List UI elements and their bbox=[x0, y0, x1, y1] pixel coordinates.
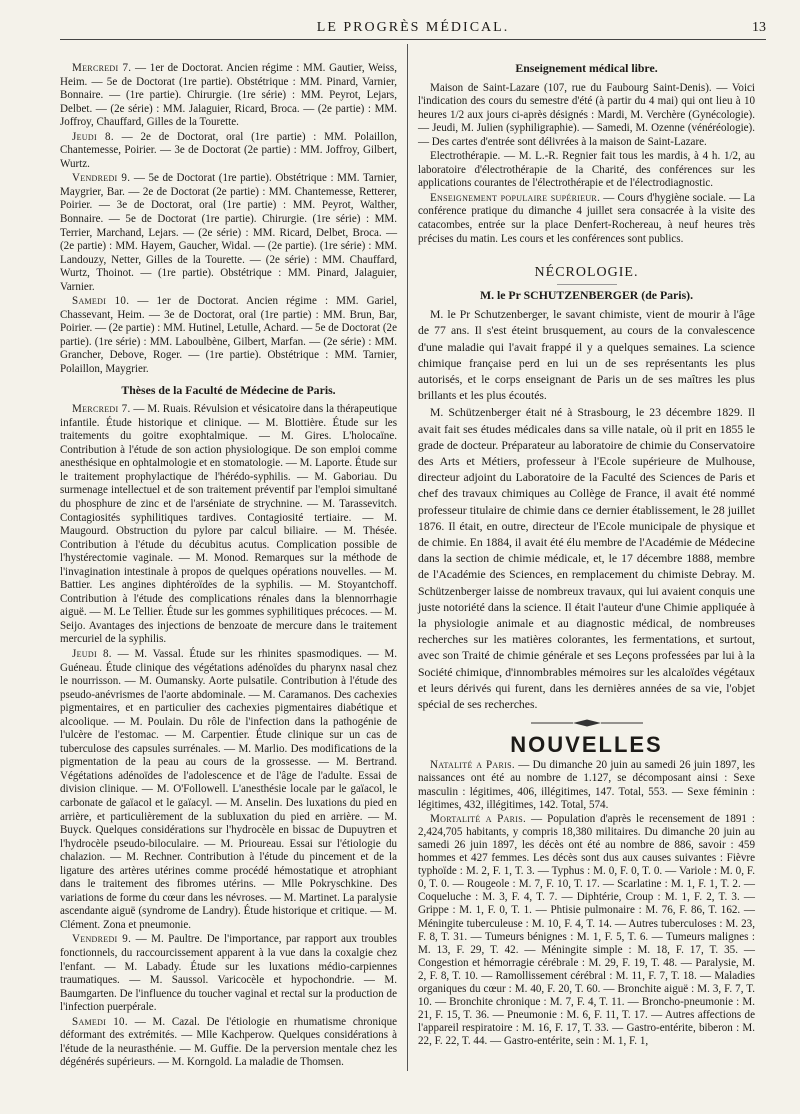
theses-paragraph bbox=[60, 403, 397, 647]
paragraph-text: — M. Paultre. De l'importance, par rapport aux troubles fonctionnels, du raccourcissement apparent à la vue dans la coxalgie chez l'enfant. — M. Labady. Étude sur les luxations médio-carpiennes traumatiques. — M. Saussol. Varicocèle et hypochondrie. — M. Baumgarten. De l'influence du toucher vaginal et rectal sur la production de l'infection puerpérale. bbox=[60, 933, 397, 1014]
theses-paragraph bbox=[60, 1016, 397, 1070]
doctorat-paragraph bbox=[60, 131, 397, 172]
day-lead: Vendredi 9. bbox=[72, 933, 132, 946]
running-head bbox=[60, 14, 766, 40]
doctorat-paragraph bbox=[60, 62, 397, 130]
paragraph-lead: Natalité a Paris. bbox=[430, 759, 515, 772]
ornament-divider bbox=[418, 718, 755, 732]
paragraph-text: — M. Ruais. Révulsion et vésicatoire dans la thérapeutique infantile. Étude historique et clinique. — M. Blottière. Étude sur les traitements du goitre exophtalmique. — M. Gires. L'holocaïne. Contribution à l'étude de son action physiologique. De son emploi comme anesthésique en ophtalmologie et en stomatologie. — M. Laporte. Étude sur le traitement prophylactique de l'hérédo-syphilis. — M. Gaboriau. Du surmenage intellectuel et de son traitement préventif par l'emploi simultané du phosphure de zinc et de l'arséniate de strychnine. — M. Tarassevitch. Contagiosités syphilitiques tardives. Contagiosité tertiaire. — M. Maugourd. Obstruction du pylore par calcul biliaire. — M. Thésée. Contribution à l'étude du décubitus acutus. Complication possible de l'hystérectomie vaginale. — M. Monod. Remarques sur la méthode de l'invagination intestinale à propos de quelques opérations nouvelles. — M. Battier. Les angines diphtéroïdes de la syphilis. — M. Stoyantchoff. Contribution à l'étude des complications rénales dans la blennorrhagie aiguë. — M. Le Tellier. Étude sur les gommes syphilitiques précoces. — M. Seijo. Avantages des injections de benzoate de mercure dans le traitement mercuriel de la syphilis. bbox=[60, 403, 397, 646]
necrologie-paragraph: M. Schützenberger était né à Strasbourg, le 23 décembre 1829. Il avait fait ses études médicales dans sa ville natale, où il prit en 1855 le grade de docteur. Préparateur au laboratoire de chimie du Conservatoire des Arts et Métiers, professeur à l'Ecole supérieure de Mulhouse, directeur adjoint du Laboratoire de la Faculté des Sciences de Paris et chef des travaux chimiques au Collège de France, il avait été nommé professeur titulaire de chimie dans ce dernier établissement, le 28 juillet 1876. Il était, en outre, directeur de l'Ecole municipale de physique et de chimie. En 1884, il avait été élu membre de l'Académie de Médecine dans la section de chimie médicale, et, le 17 décembre 1888, membre de l'Académie des Sciences, en remplacement du chimiste Debray. M. Schützenberger laisse de nombreux travaux, qui lui avaient conquis une juste notoriété dans la science. Il était l'auteur d'une Chimie appliquée à la physiologie animale et au diagnostic médical, de nombreuses recherches sur les matières colorantes, les fermentations, et surtout, avec son Traité de chimie générale et ses Leçons professées par lui à la Société chimique, d'innombrables mémoires sur les alcaloïdes végétaux et leurs dérivés qui furent, dans les dernières années de sa vie, l'objet spécial de ses recherches. bbox=[418, 406, 755, 712]
paragraph-text: — 5e de Doctorat (1re partie). Obstétrique : MM. Tarnier, Maygrier, Bar. — 2e de Doctorat (2e partie) : MM. Chantemesse, Retterer, Poirier. — 3e de Doctorat, oral (1re partie) : MM. Peyrot, Walther, Bonnaire. — 5e de Doctorat (1re partie). Chirurgie. (1re série) : MM. Terrier, Marchand, Lejars. — (2e série) : MM. Ricard, Delbet, Broca. — (2e partie) : MM. Hayem, Gaucher, Widal. — (2e partie). (1re série) : MM. Landouzy, Netter, Gilles de la Tourette. — (2e série) : MM. Chauffard, Wurtz, Thoinot. — (1re partie). Obstétrique : MM. Pinard, Jalaguier, Varnier. bbox=[60, 172, 397, 293]
day-lead: Samedi 10. bbox=[72, 1015, 128, 1028]
paragraph-lead: Enseignement populaire supérieur. bbox=[430, 191, 601, 204]
day-lead: Mercredi 7. bbox=[72, 403, 131, 416]
theses-paragraph bbox=[60, 648, 397, 932]
day-lead: Samedi 10. bbox=[72, 295, 130, 308]
paragraph-lead: Mortalité a Paris. bbox=[430, 812, 527, 825]
paragraph-text: — M. Cazal. De l'étiologie en rhumatisme chronique déformant des extrémités. — Mlle Kachperow. Quelques considérations à l'étude de la neurasthénie. — M. Guffie. De la perversion mentale chez les dégénérés supérieurs. — M. Korngold. La maladie de Thomsen. bbox=[60, 1015, 398, 1069]
left-column bbox=[60, 62, 407, 1071]
nouvelles-paragraph bbox=[418, 813, 755, 1049]
journal-title: LE PROGRÈS MÉDICAL. bbox=[316, 20, 510, 35]
necrologie-heading: NÉCROLOGIE. bbox=[534, 265, 639, 281]
page-number: 13 bbox=[752, 20, 766, 35]
paragraph-text: Electrothérapie. — M. L.-R. Regnier fait tous les mardis, à 4 h. 1/2, au laboratoire d'électrothérapie de la Charité, des conférences sur les applications courantes de l'électrothérapie et de l'électrodiagnostic. bbox=[418, 150, 755, 190]
enseignement-paragraph bbox=[418, 192, 755, 246]
doctorat-paragraph bbox=[60, 172, 397, 294]
paragraph-text: — Population d'après le recensement de 1891 : 2,424,705 habitants, y compris 18,380 militaires. Du dimanche 20 juin au samedi 26 juin 1897, les décès ont été au nombre de 886, savoir : 459 hommes et 427 femmes. Les décès sont dus aux causes suivantes : Fièvre typhoïde : M. 2, F. 1, T. 3. — Typhus : M. 0, F. 0, T. 0. — Variole : M. 0, F. 0, T. 0. — Rougeole : M. 7, F. 10, T. 17. — Scarlatine : M. 1, F. 1, T. 2. — Coqueluche : M. 3, F. 4, T. 7. — Diphtérie, Croup : M. 1, F. 2, T. 3. — Grippe : M. 1, F. 0, T. 1. — Phtisie pulmonaire : M. 76, F. 86, T. 162. — Méningite tuberculeuse : M. 10, F. 4, T. 14. — Autres tuberculoses : M. 23, F. 8, T. 31. — Tumeurs bénignes : M. 1, F. 5, T. 6. — Tumeurs malignes : M. 13, F. 29, T. 42. — Méningite simple : M. 18, F. 17, T. 35. — Congestion et hémorragie cérébrale : M. 29, F. 19, T. 48. — Paralysie, M. 2, F. 8, T. 10. — Ramollissement cérébral : M. 11, F. 7, T. 18. — Maladies organiques du cœur : M. 40, F. 20, T. 60. — Bronchite aiguë : M. 3, F. 7, T. 10. — Bronchite chronique : M. 7, F. 4, T. 11. — Broncho-pneumonie : M. 21, F. 15, T. 36. — Pneumonie : M. 6, F. 11, T. 17. — Autres affections de l'appareil respiratoire : M. 16, F. 17, T. 33. — Gastro-entérite, biberon : M. 22, F. 22, T. 44. — Gastro-entérite, sein : M. 1, F. 1, bbox=[418, 812, 755, 1048]
enseignement-section bbox=[418, 82, 755, 247]
day-lead: Vendredi 9. bbox=[72, 172, 131, 185]
nouvelles-heading: NOUVELLES bbox=[510, 731, 663, 757]
two-column-body bbox=[60, 62, 766, 1071]
ornament-icon bbox=[527, 719, 647, 727]
doctorat-section bbox=[60, 62, 397, 377]
theses-heading: Thèses de la Faculté de Médecine de Paris. bbox=[121, 382, 336, 397]
paragraph-text: — Cours d'hygiène sociale. — La conférence pratique du dimanche 4 juillet sera consacrée à la visite des catacombes, entrée sur la place Denfert-Rochereau, à neuf heures très précises du matin. Les cours et les conférences sont publics. bbox=[418, 191, 756, 245]
necrologie-subheading: M. le Pr SCHUTZENBERGER (de Paris). bbox=[479, 287, 694, 302]
doctorat-paragraph bbox=[60, 295, 397, 376]
theses-paragraph bbox=[60, 933, 397, 1014]
paragraph-text: — 1er de Doctorat. Ancien régime : MM. Gariel, Chassevant, Heim. — 3e de Doctorat, oral (1re partie) : MM. Brun, Bar, Poirier. — (2e partie) : MM. Hutinel, Letulle, Achard. — 5e de Doctorat (2e partie). (1re série) : MM. Laboulbène, Gilbert, Marfan. — (2e série) : MM. Grancher, Debove, Roger. — (1re partie). Obstétrique : MM. Tarnier, Polaillon, Maygrier. bbox=[60, 295, 397, 376]
theses-section bbox=[60, 403, 397, 1070]
enseignement-paragraph bbox=[418, 82, 755, 150]
enseignement-paragraph bbox=[418, 150, 755, 191]
paragraph-text: — 2e de Doctorat, oral (1re partie) : MM. Polaillon, Chantemesse, Poirier. — 3e de Doctorat (2e partie) : MM. Joffroy, Gilbert, Wurtz. bbox=[60, 130, 398, 170]
enseignement-heading: Enseignement médical libre. bbox=[515, 61, 658, 75]
right-column bbox=[408, 62, 755, 1071]
nouvelles-paragraph bbox=[418, 759, 755, 811]
paragraph-text: — M. Vassal. Étude sur les rhinites spasmodiques. — M. Guéneau. Étude clinique des végétations adénoïdes du pharynx nasal chez le nourrisson. — M. Oumansky. Aorte pulsatile. Contribution à l'étude des pseudo-anévrismes de l'aorte abdominale. — M. Caramanos. Des cachexies pigmentaires, et en particulier des cachexies pigmentaires diabétique et alcoolique. — M. Poulain. Du rôle de l'infection dans la pathogénie de l'ulcère de l'estomac. — M. Carpentier. Étude clinique sur un cas de tuberculose des capsules surrénales. — M. Marlio. Des modifications de la pigmentation de la peau au cours de la grossesse. — M. Bertrand. Végétations adénoïdes de l'adolescence et de l'âge de l'adulte. Essai de division clinique. — M. O'Followell. L'anesthésie locale par le gaïacol, le carbonate de gaïacol et le gaïacyl. — M. Anselin. Des luxations du pied en arrière, et particulièrement de la subluxation du pied en arrière. — M. Buyck. Quelques considérations sur l'hydrocèle en bissac de Dupuytren et l'hydrocèle pseudo-biloculaire. — M. Prioureau. Essai sur l'étiologie du chalazion. — M. Rechner. Contribution à l'étude du pincement et de la ligature des artères utérines comme procédé hémostatique et atrophiant dans le traitement des fibromes utérins. — Mlle Pokryschkine. Des variations de forme du cœur dans les névroses. — M. Martinet. La paralysie ascendante aiguë (syndrome de Landry). Étude historique et critique. — M. Clément. Zona et pneumonie. bbox=[60, 647, 397, 931]
necrologie-paragraph: M. le Pr Schutzenberger, le savant chimiste, vient de mourir à l'âge de 77 ans. Il s'est éteint brusquement, au cours de la convalescence d'une maladie qui l'avait frappé il y a quelques semaines. La science chimique française perd en lui un de ses représentants les plus autorisés, et le corps enseignant de Paris un de ses maîtres les plus brillants et les plus écoutés. bbox=[418, 308, 755, 403]
paragraph-text: — Du dimanche 20 juin au samedi 26 juin 1897, les naissances ont été au nombre de 1.127, se décomposant ainsi : Sexe masculin : légitimes, 406, illégitimes, 147. Total, 553. — Sexe féminin : légitimes, 432, illégitimes, 142. Total, 574. bbox=[418, 759, 755, 811]
day-lead: Mercredi 7. bbox=[72, 62, 132, 74]
day-lead: Jeudi 8. bbox=[72, 647, 112, 660]
nouvelles-section bbox=[418, 759, 755, 1048]
paragraph-text: — 1er de Doctorat. Ancien régime : MM. Gautier, Weiss, Heim. — 5e de Doctorat (1re partie). Obstétrique : MM. Pinard, Varnier, Bonnaire. — (1re partie). Chirurgie. (1re série) : MM. Peyrot, Lejars, Delbet. — (2e série) : MM. Jalaguier, Ricard, Broca. — (2e partie) : MM. Joffroy, Chauffard, Gilles de la Tourette. bbox=[60, 62, 397, 129]
necrologie-section bbox=[418, 307, 755, 713]
day-lead: Jeudi 8. bbox=[72, 130, 114, 143]
paragraph-text: Maison de Saint-Lazare (107, rue du Faubourg Saint-Denis). — Voici l'indication des cours du semestre d'été (à partir du 4 mai) qui ont lieu à 10 heures 1/2 aux jours ci-après désignés : Mardi, M. Verchère (Gynécologie). — Jeudi, M. Julien (syphiligraphie). — Samedi, M. Ozenne (vénéréologie). — Des cartes d'entrée sont délivrées à la maison de Saint-Lazare. bbox=[418, 81, 755, 148]
heading-rule bbox=[557, 284, 617, 285]
